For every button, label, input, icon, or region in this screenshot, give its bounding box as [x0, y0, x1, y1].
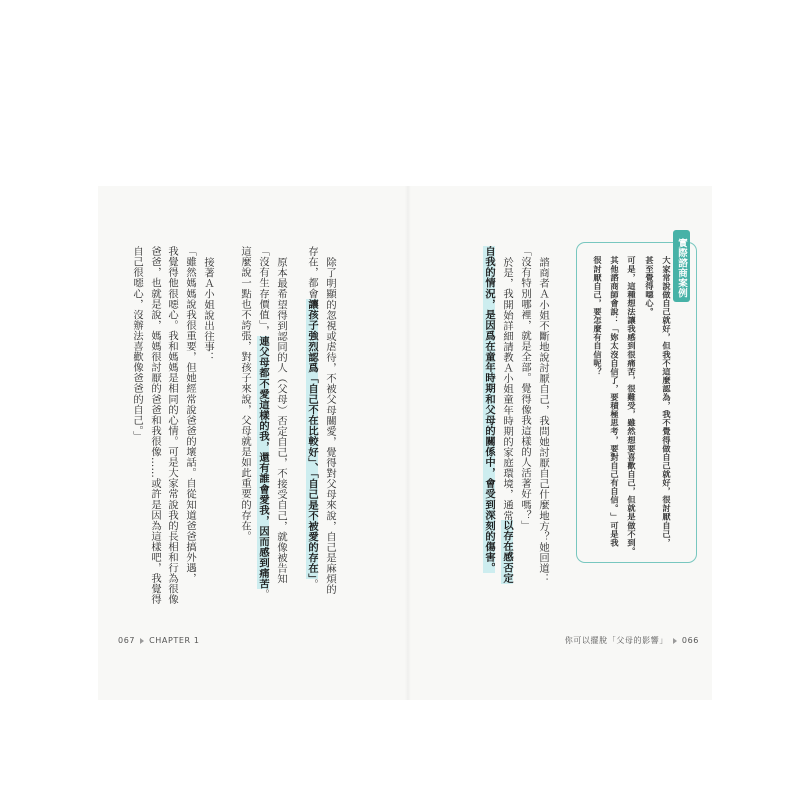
text-column [482, 246, 496, 608]
highlighted-text: 讓孩子強烈認爲「自己不在比較好」、「自己是不被愛的存在」 [306, 298, 318, 579]
text-column [165, 246, 179, 608]
text-column [518, 246, 532, 608]
text-segment: 「雖然媽媽說我很重要，但她經常說爸爸的壞話。自從知道爸爸搞外遇， [184, 246, 196, 584]
text-column [238, 246, 252, 608]
text-segment: 「沒有特別哪裡，就是全部。覺得像我這樣的人活著好嗎？」 [519, 246, 531, 531]
text-column [536, 246, 550, 619]
text-segment: 這麼說一點也不誇張，對孩子來說，父母就是如此重要的存在。 [239, 246, 251, 542]
right-page-footer [565, 635, 699, 647]
text-segment: 。 [306, 578, 318, 590]
text-column [256, 246, 270, 608]
page-number: 067 [118, 636, 136, 645]
highlighted-text: 自我的情況，是因爲在童年時期和父母的關係中，會受到深刻的傷害。 [483, 246, 495, 574]
text-column [323, 246, 337, 619]
text-column [274, 246, 288, 619]
book-title-label: 你可以擺脫「父母的影響」 [564, 636, 668, 645]
chapter-label: CHAPTER 1 [149, 636, 200, 645]
case-line: 甚至覺得噁心。 [645, 256, 655, 316]
footer-arrow-icon [140, 638, 144, 644]
text-segment: 我覺得他很噁心。我和媽媽是相同的心情。可是大家常說我的長相和行為很像 [166, 246, 178, 605]
case-line: 可是，這種想法讓我感到很痛苦，很難受，雖然想要喜歡自己，但就是做不到。 [627, 256, 637, 556]
text-segment: 自己很噁心，沒辦法喜歡像爸爸的自己。」 [131, 246, 143, 442]
footer-arrow-icon [673, 638, 677, 644]
text-column [201, 246, 215, 619]
highlighted-text: 以存在感否定 [501, 520, 513, 584]
text-segment: 「沒有生存價值」， [257, 246, 269, 336]
case-line: 很討厭自己，要怎麼有自信呢？ [593, 256, 603, 376]
text-segment: 除了明顯的忽視或虐待，不被父母關愛，覺得對父母來說，自己是麻煩的 [324, 256, 336, 595]
left-page-footer [118, 635, 200, 647]
text-column [500, 246, 514, 619]
case-line: 大家常說做自己就好，但我不這麼認為，我不覺得做自己就好，很討厭自己， [662, 256, 672, 547]
case-line: 其他諮商師會說：「妳太沒自信了，要積極思考，要對自己有自信。」可是我 [610, 256, 620, 547]
book-gutter [405, 186, 411, 700]
text-segment: 諮商者Ａ小姐不斷地說討厭自己，我問她討厭自己什麼地方？她回道： [537, 256, 549, 584]
text-segment: 原本最希望得到認同的人（父母）否定自己，不接受自己，就像被告知 [275, 256, 287, 584]
text-segment: 於是，我開始詳細請教Ａ小姐童年時期的家庭環境，通常 [501, 256, 513, 521]
text-segment: 接著Ａ小姐說出往事： [202, 256, 214, 363]
highlighted-text: 連父母都不愛這樣的我，還有誰會愛我，因而感到痛苦 [257, 335, 269, 590]
text-segment: 爸爸，也就是說，媽媽很討厭的爸爸和我很像……或許是因為這樣吧，我覺得 [149, 246, 161, 605]
case-study-tag: 實際諮商案例 [673, 230, 690, 302]
text-column [130, 246, 144, 608]
text-column [305, 246, 319, 608]
text-segment: 。 [257, 589, 269, 600]
page-number: 066 [681, 636, 699, 645]
text-column [183, 246, 197, 608]
text-column [148, 246, 162, 608]
text-segment: 存在，都會 [306, 246, 318, 299]
